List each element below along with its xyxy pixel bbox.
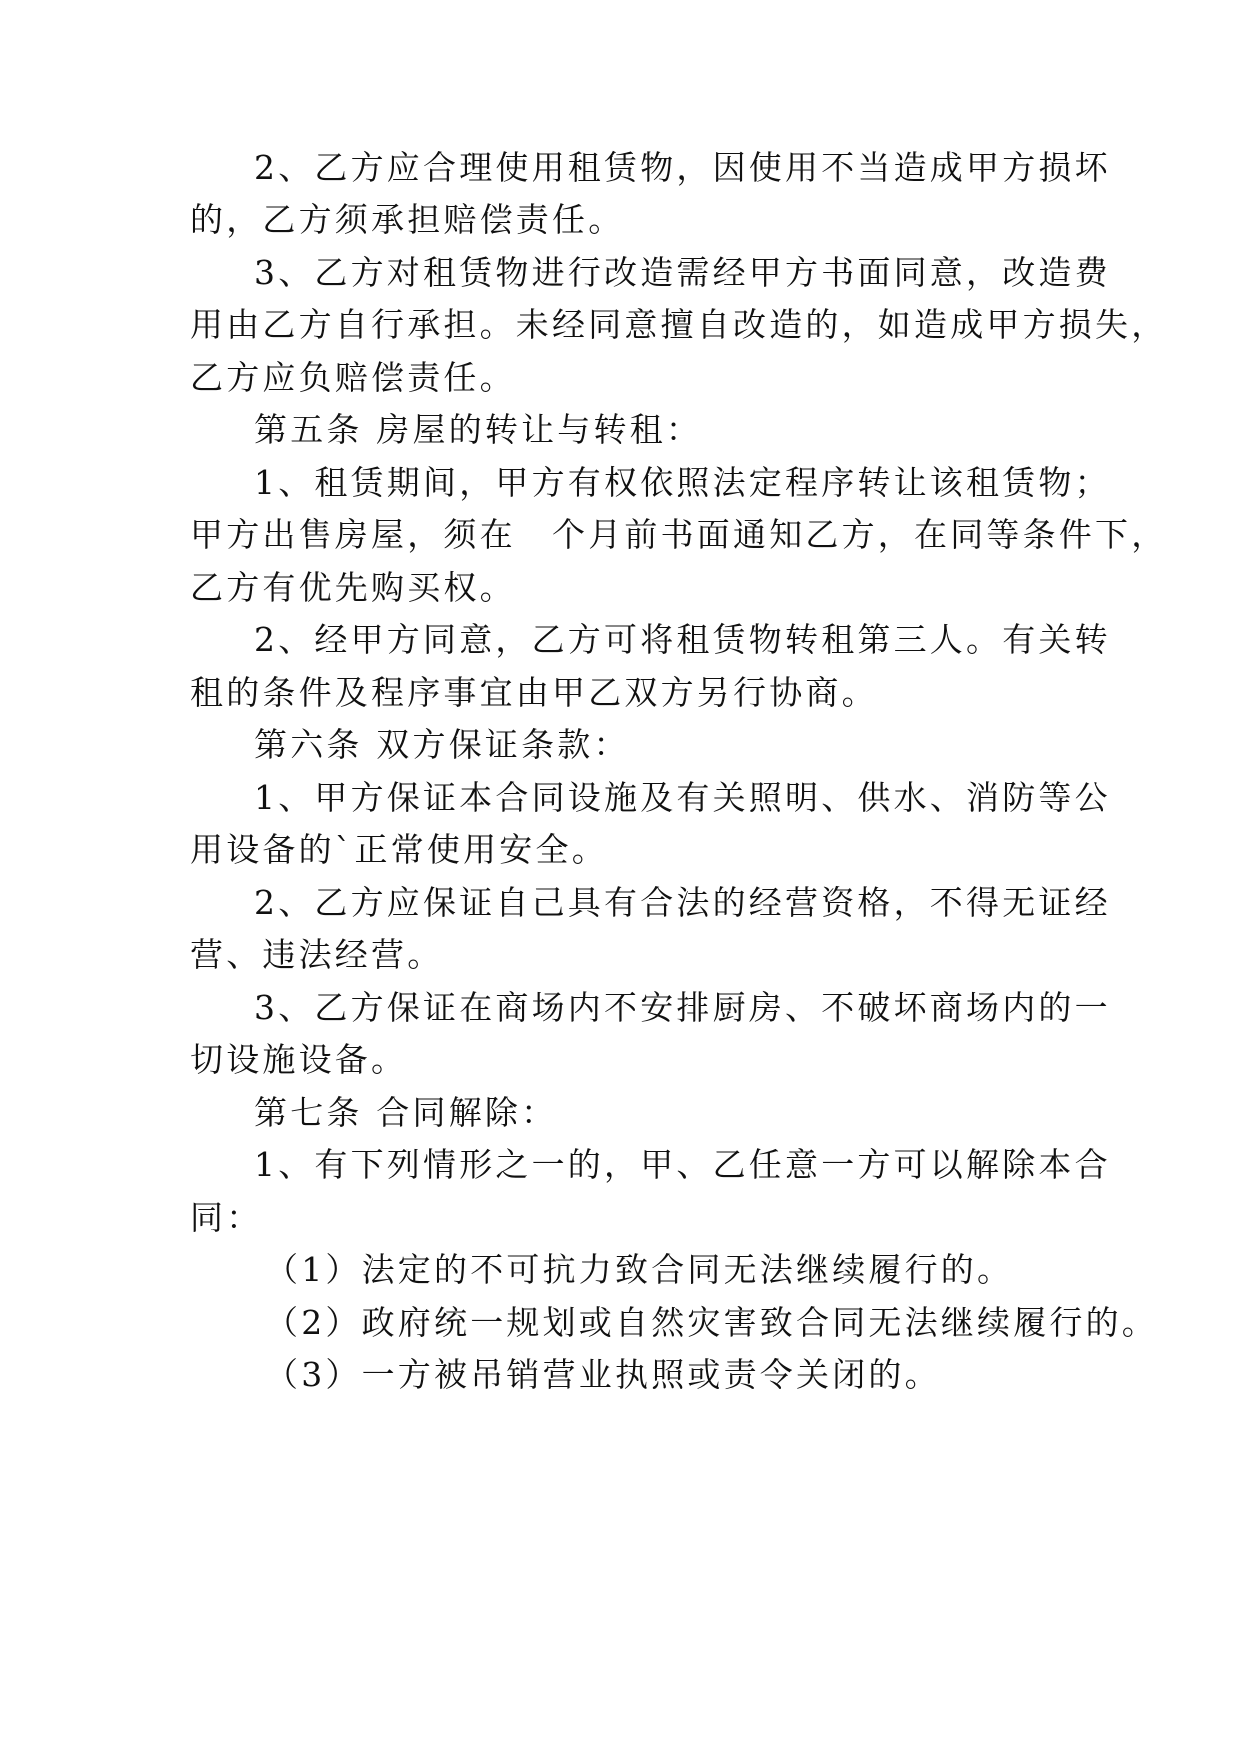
clause-6-item-2-line-2: 营、违法经营。: [190, 935, 444, 974]
clause-7-item-1-line-2: 同：: [190, 1198, 263, 1237]
clause-4-item-2-line-2: 的，乙方须承担赔偿责任。: [190, 200, 625, 239]
clause-4-item-3-line-2: 用由乙方自行承担。未经同意擅自改造的，如造成甲方损失，: [190, 305, 1168, 344]
clause-7-subitem-2: （2）政府统一规划或自然灾害致合同无法继续履行的。: [265, 1303, 1158, 1342]
clause-7-heading: 第七条 合同解除：: [254, 1093, 558, 1132]
clause-6-item-2-line-1: 2、乙方应保证自己具有合法的经营资格，不得无证经: [254, 883, 1111, 922]
clause-6-item-3-line-1: 3、乙方保证在商场内不安排厨房、不破坏商场内的一: [254, 988, 1111, 1027]
clause-5-item-1-line-1: 1、租赁期间，甲方有权依照法定程序转让该租赁物；: [254, 463, 1111, 502]
clause-7-item-1-line-1: 1、有下列情形之一的，甲、乙任意一方可以解除本合: [254, 1145, 1111, 1184]
clause-4-item-3-line-3: 乙方应负赔偿责任。: [190, 358, 516, 397]
clause-6-item-3-line-2: 切设施设备。: [190, 1040, 408, 1079]
clause-6-item-1-line-2: 用设备的`正常使用安全。: [190, 830, 608, 869]
clause-5-item-2-line-2: 租的条件及程序事宜由甲乙双方另行协商。: [190, 673, 878, 712]
clause-5-item-2-line-1: 2、经甲方同意，乙方可将租赁物转租第三人。有关转: [254, 620, 1111, 659]
clause-4-item-2-line-1: 2、乙方应合理使用租赁物，因使用不当造成甲方损坏: [254, 148, 1111, 187]
clause-5-item-1-line-3: 乙方有优先购买权。: [190, 568, 516, 607]
clause-5-item-1-line-2: 甲方出售房屋，须在 个月前书面通知乙方，在同等条件下，: [190, 515, 1168, 554]
clause-7-subitem-3: （3）一方被吊销营业执照或责令关闭的。: [265, 1355, 941, 1394]
clause-6-item-1-line-1: 1、甲方保证本合同设施及有关照明、供水、消防等公: [254, 778, 1111, 817]
clause-5-heading: 第五条 房屋的转让与转租：: [254, 410, 703, 449]
clause-6-heading: 第六条 双方保证条款：: [254, 725, 630, 764]
clause-4-item-3-line-1: 3、乙方对租赁物进行改造需经甲方书面同意，改造费: [254, 253, 1111, 292]
clause-7-subitem-1: （1）法定的不可抗力致合同无法继续履行的。: [265, 1250, 1014, 1289]
